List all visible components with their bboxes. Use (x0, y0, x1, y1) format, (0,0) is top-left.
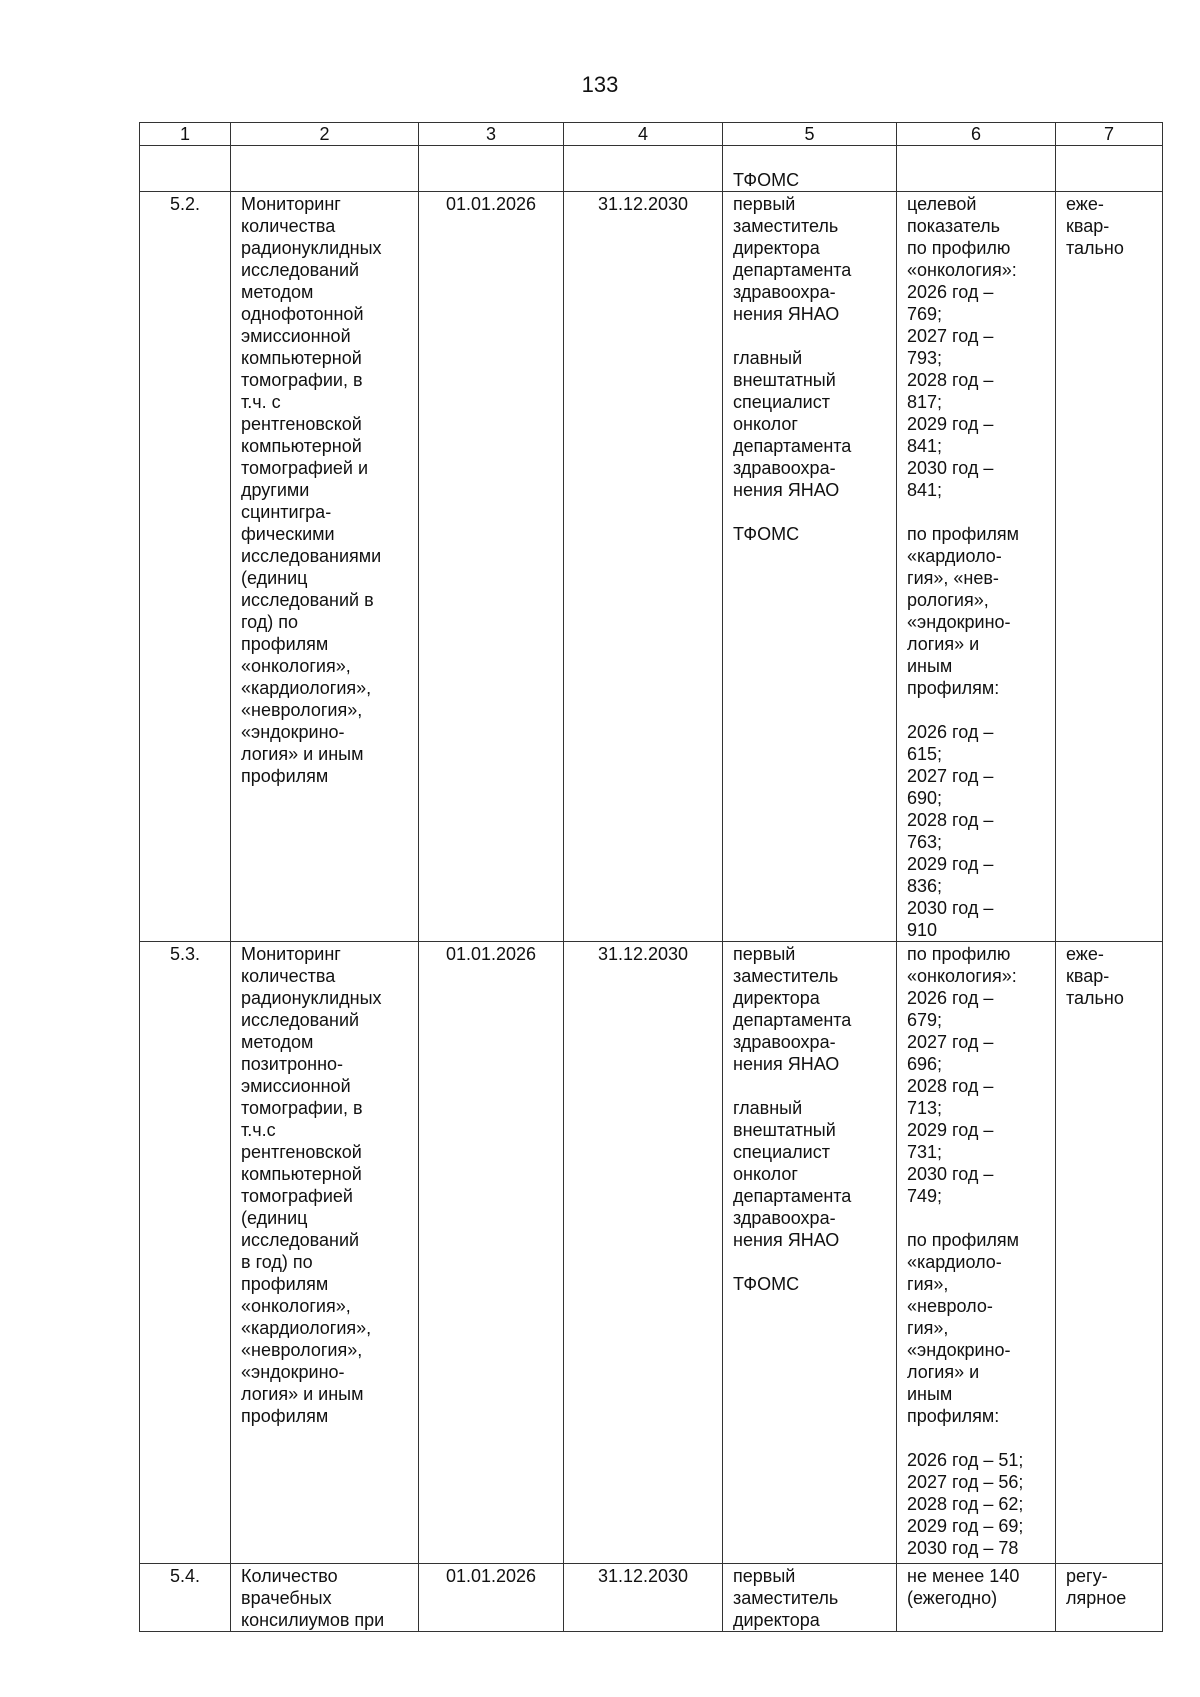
table-row (140, 192, 1163, 942)
plan-table (139, 122, 1163, 1632)
item-name (231, 146, 419, 192)
responsible: первый заместитель директора департамента здравоохра- нения ЯНАО главный внештатный специалист онколог департамента здравоохра- нения ЯНАО ТФОМС (723, 942, 897, 1564)
column-header: 7 (1056, 123, 1163, 146)
period: еже- квар- тально (1056, 192, 1163, 942)
start-date (419, 146, 564, 192)
table-row (140, 942, 1163, 1564)
period (1056, 146, 1163, 192)
column-header: 6 (897, 123, 1056, 146)
end-date: 31.12.2030 (564, 1564, 723, 1632)
indicator: по профилю «онкология»: 2026 год – 679; 2027 год – 696; 2028 год – 713; 2029 год – 731; 2030 год – 749; по профилям «кардиоло- гия», «невроло- гия», «эндокрино- логия» и иным профилям: 2026 год – 51; 2027 год – 56; 2028 год – 62; 2029 год – 69; 2030 год – 78 (897, 942, 1056, 1564)
indicator (897, 146, 1056, 192)
indicator: не менее 140 (ежегодно) (897, 1564, 1056, 1632)
column-header: 2 (231, 123, 419, 146)
responsible: первый заместитель директора департамента здравоохра- нения ЯНАО главный внештатный специалист онколог департамента здравоохра- нения ЯНАО ТФОМС (723, 192, 897, 942)
end-date (564, 146, 723, 192)
end-date: 31.12.2030 (564, 192, 723, 942)
period: еже- квар- тально (1056, 942, 1163, 1564)
item-number: 5.2. (140, 192, 231, 942)
column-header: 5 (723, 123, 897, 146)
item-number (140, 146, 231, 192)
item-name: Мониторинг количества радионуклидных исследований методом позитронно- эмиссионной томографии, в т.ч.с рентгеновской компьютерной томографией (единиц исследований в год) по профилям «онкология», «кардиология», «неврология», «эндокрино- логия» и иным профилям (231, 942, 419, 1564)
table-row (140, 146, 1163, 192)
start-date: 01.01.2026 (419, 192, 564, 942)
end-date: 31.12.2030 (564, 942, 723, 1564)
column-header: 1 (140, 123, 231, 146)
column-header: 3 (419, 123, 564, 146)
responsible: первый заместитель директора (723, 1564, 897, 1632)
item-number: 5.4. (140, 1564, 231, 1632)
column-header: 4 (564, 123, 723, 146)
page-number: 133 (581, 72, 619, 97)
start-date: 01.01.2026 (419, 942, 564, 1564)
header-row (140, 123, 1163, 146)
table-row (140, 1564, 1163, 1632)
period: регу- лярное (1056, 1564, 1163, 1632)
responsible: ТФОМС (723, 146, 897, 192)
item-name: Количество врачебных консилиумов при (231, 1564, 419, 1632)
start-date: 01.01.2026 (419, 1564, 564, 1632)
item-number: 5.3. (140, 942, 231, 1564)
item-name: Мониторинг количества радионуклидных исследований методом однофотонной эмиссионной компьютерной томографии, в т.ч. с рентгеновской компьютерной томографией и другими сцинтигра- фическими исследованиями (единиц исследований в год) по профилям «онкология», «кардиология», «неврология», «эндокрино- логия» и иным профилям (231, 192, 419, 942)
indicator: целевой показатель по профилю «онкология»: 2026 год – 769; 2027 год – 793; 2028 год – 817; 2029 год – 841; 2030 год – 841; по профилям «кардиоло- гия», «нев- рология», «эндокрино- логия» и иным профилям: 2026 год – 615; 2027 год – 690; 2028 год – 763; 2029 год – 836; 2030 год – 910 (897, 192, 1056, 942)
